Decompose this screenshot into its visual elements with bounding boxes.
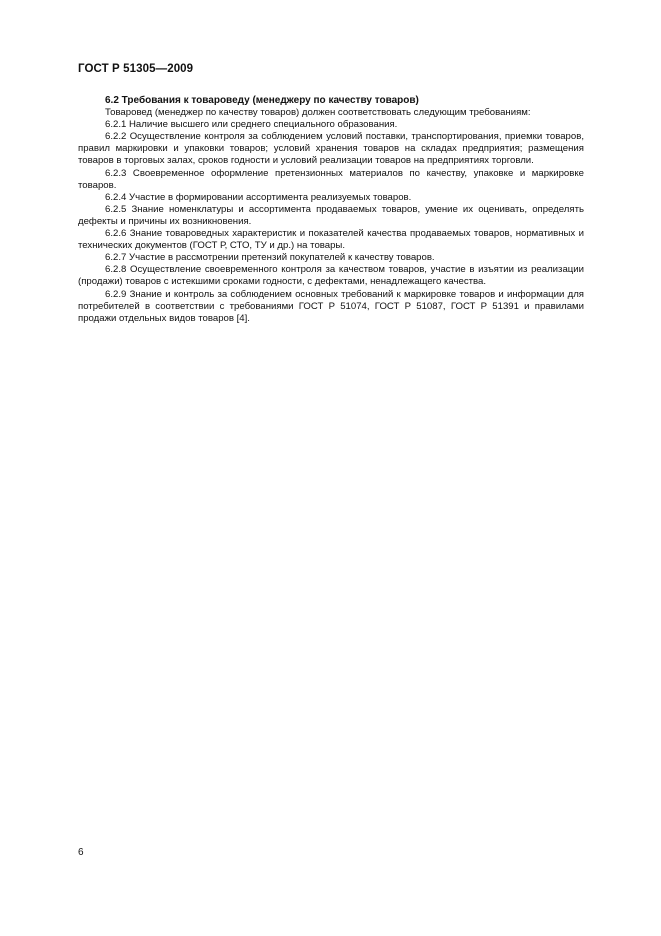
paragraph-6-2-4: 6.2.4 Участие в формировании ассортимента реализуемых товаров. (105, 191, 412, 203)
paragraph-6-2-3: 6.2.3 Своевременное оформление претензионных материалов по качеству, упаковке и маркировке товаров. (78, 167, 584, 191)
paragraph-intro: Товаровед (менеджер по качеству товаров) должен соответствовать следующим требованиям: (105, 107, 531, 119)
paragraph-6-2-2: 6.2.2 Осуществление контроля за соблюдением условий поставки, транспортирования, приемки товаров, правил маркировки и упаковки товаров; условий хранения товаров на складах предприятия; размещения товаров в торговых залах, сроков годности и условий реализации товаров на предприятиях торговли. (78, 131, 584, 167)
page-number: 6 (78, 847, 84, 858)
section-heading: 6.2 Требования к товароведу (менеджеру по качеству товаров) (105, 95, 419, 106)
paragraph-6-2-5: 6.2.5 Знание номенклатуры и ассортимента продаваемых товаров, умение их оценивать, определять дефекты и причины их возникновения. (78, 203, 584, 227)
paragraph-6-2-7: 6.2.7 Участие в рассмотрении претензий покупателей к качеству товаров. (105, 252, 435, 264)
paragraph-6-2-9: 6.2.9 Знание и контроль за соблюдением основных требований к маркировке товаров и информации для потребителей в соответствии с требованиями ГОСТ Р 51074, ГОСТ Р 51087, ГОСТ Р 51391 и правилами продажи отдельных видов товаров [4]. (78, 288, 584, 324)
section-content (78, 95, 584, 325)
paragraph-6-2-8: 6.2.8 Осуществление своевременного контроля за качеством товаров, участие в изъятии из реализации (продажи) товаров с истекшими сроками годности, с дефектами, ненадлежащего качества. (78, 264, 584, 288)
paragraph-6-2-1: 6.2.1 Наличие высшего или среднего специального образования. (105, 119, 398, 131)
paragraph-6-2-6: 6.2.6 Знание товароведных характеристик и показателей качества продаваемых товаров, нормативных и технических документов (ГОСТ Р, СТО, ТУ и др.) на товары. (78, 228, 584, 252)
document-header: ГОСТ Р 51305—2009 (78, 63, 194, 75)
